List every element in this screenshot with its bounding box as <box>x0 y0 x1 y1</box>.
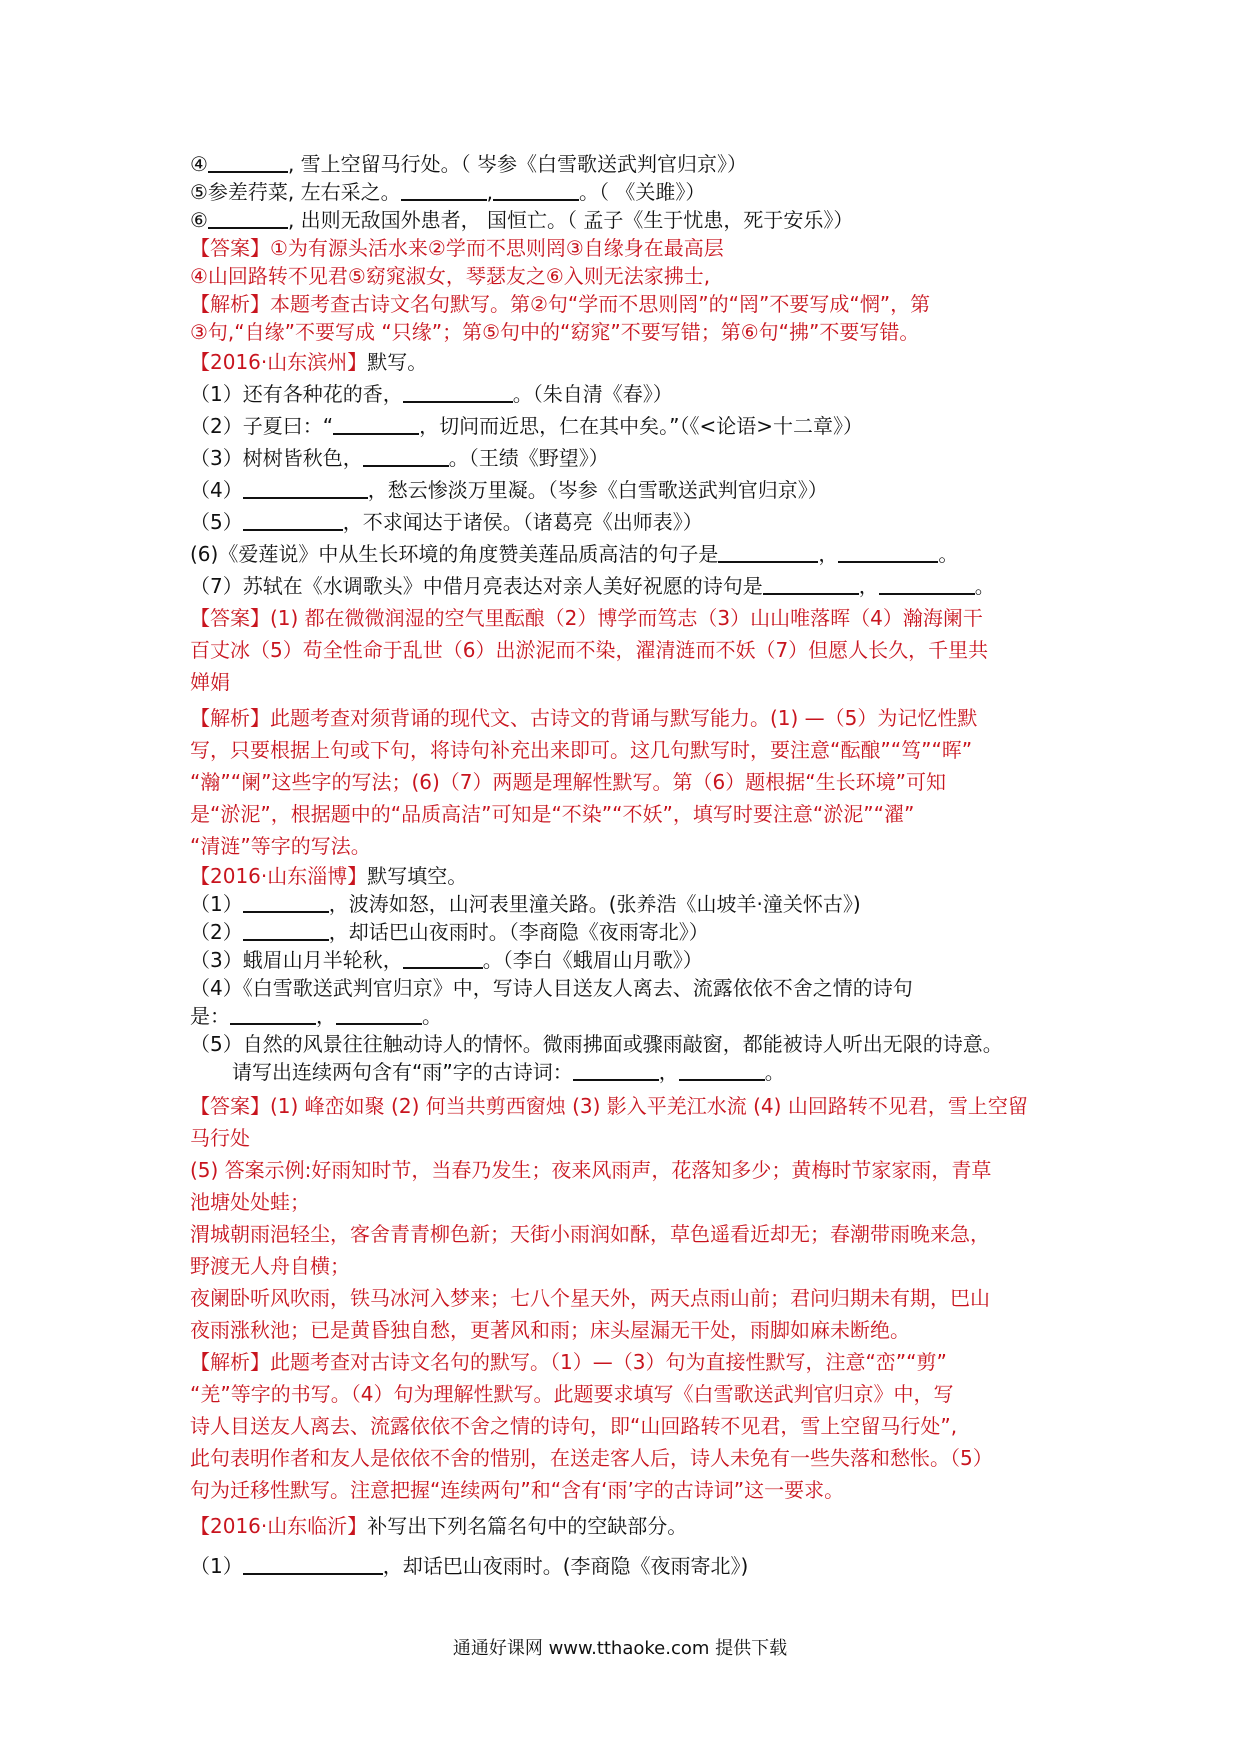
answer-blank[interactable] <box>243 1553 383 1575</box>
analysis-text: “清涟”等字的写法。 <box>190 834 371 858</box>
question-line: （4） ，愁云惨淡万里凝。（岑参《白雪歌送武判官归京》） <box>190 478 828 502</box>
source-tag: 【2016·山东淄博】 <box>190 864 368 888</box>
question-line: （5） ，不求闻达于诸侯。（诸葛亮《出师表》） <box>190 510 703 534</box>
answer-blank[interactable] <box>243 891 329 913</box>
analysis-text: “羌”等字的书写。（4）句为理解性默写。此题要求填写《白雪歌送武判官归京》中，写 <box>190 1382 954 1406</box>
answer-blank[interactable] <box>718 541 818 563</box>
question-line: ④ , 雪上空留马行处。（ 岑参《白雪歌送武判官归京》） <box>190 152 748 176</box>
answer-blank[interactable] <box>493 179 579 201</box>
question-line: 请写出连续两句含有“雨”字的古诗词： ， 。 <box>232 1060 785 1084</box>
answer-blank[interactable] <box>679 1059 765 1081</box>
answer-text: 渭城朝雨浥轻尘，客舍青青柳色新；天街小雨润如酥，草色遥看近却无；春潮带雨晚来急， <box>190 1222 990 1246</box>
source-tag: 【2016·山东滨州】 <box>190 350 368 374</box>
answer-text: 【答案】(1) 都在微微润湿的空气里酝酿（2）博学而笃志（3）山山唯落晖（4）瀚海阑干 <box>190 606 983 630</box>
answer-text: 【答案】(1) 峰峦如聚 (2) 何当共剪西窗烛 (3) 影入平羌江水流 (4) 山回路转不见君，雪上空留 <box>190 1094 1028 1118</box>
answer-blank[interactable] <box>573 1059 659 1081</box>
answer-text: 婵娟 <box>190 670 230 694</box>
question-line: （1）还有各种花的香， 。（朱自清《春》） <box>190 382 673 406</box>
question-line: （7）苏轼在《水调歌头》中借月亮表达对亲人美好祝愿的诗句是 ， 。 <box>190 574 995 598</box>
answer-blank[interactable] <box>336 1003 422 1025</box>
analysis-text: 【解析】此题考查对须背诵的现代文、古诗文的背诵与默写能力。(1) —（5）为记忆性默 <box>190 706 978 730</box>
answer-text: 夜阑卧听风吹雨，铁马冰河入梦来；七八个星天外，两天点雨山前；君问归期未有期，巴山 <box>190 1286 990 1310</box>
answer-blank[interactable] <box>838 541 938 563</box>
question-line: （2） ，却话巴山夜雨时。（李商隐《夜雨寄北》） <box>190 920 709 944</box>
answer-blank[interactable] <box>243 509 343 531</box>
page-footer: 通通好课网 www.tthaoke.com 提供下载 <box>452 1638 788 1659</box>
answer-text: 百丈冰（5）苟全性命于乱世（6）出淤泥而不染，濯清涟而不妖（7）但愿人长久，千里共 <box>190 638 989 662</box>
question-line: （2）子夏曰：“ ，切问而近思，仁在其中矣。”（《<论语>十二章》） <box>190 414 863 438</box>
question-line: （3）蛾眉山月半轮秋， 。（李白《蛾眉山月歌》） <box>190 948 703 972</box>
answer-text: 野渡无人舟自横； <box>190 1254 350 1278</box>
section-heading: 【2016·山东淄博】默写填空。 <box>190 864 468 888</box>
answer-text: 夜雨涨秋池；已是黄昏独自愁，更著风和雨；床头屋漏无干处，雨脚如麻未断绝。 <box>190 1318 910 1342</box>
analysis-text: “瀚”“阑”这些字的写法；(6)（7）两题是理解性默写。第（6）题根据“生长环境”可知 <box>190 770 946 794</box>
question-line: （4）《白雪歌送武判官归京》中，写诗人目送友人离去、流露依依不舍之情的诗句 <box>190 976 913 1000</box>
answer-blank[interactable] <box>243 919 329 941</box>
question-line: ⑥ , 出则无敌国外患者， 国恒亡。（ 孟子《生于忧患，死于安乐》） <box>190 208 854 232</box>
question-line: （1） ，却话巴山夜雨时。(李商隐《夜雨寄北》) <box>190 1554 749 1578</box>
answer-blank[interactable] <box>763 573 859 595</box>
question-line: （5）自然的风景往往触动诗人的情怀。微雨拂面或骤雨敲窗，都能被诗人听出无限的诗意。 <box>190 1032 1003 1056</box>
answer-blank[interactable] <box>208 207 288 229</box>
analysis-text: 是“淤泥”，根据题中的“品质高洁”可知是“不染”“不妖”，填写时要注意“淤泥”“濯” <box>190 802 915 826</box>
analysis-text: ③句,“自缘”不要写成 “只缘”；第⑤句中的“窈窕”不要写错；第⑥句“拂”不要写错。 <box>190 320 920 344</box>
question-line: （3）树树皆秋色， 。（王绩《野望》） <box>190 446 609 470</box>
source-tag: 【2016·山东临沂】 <box>190 1514 368 1538</box>
analysis-text: 【解析】本题考查古诗文名句默写。第②句“学而不思则罔”的“罔”不要写成“惘”，第 <box>190 292 931 316</box>
answer-blank[interactable] <box>363 445 449 467</box>
question-line: (6)《爱莲说》中从生长环境的角度赞美莲品质高洁的句子是 ， 。 <box>190 542 959 566</box>
answer-blank[interactable] <box>243 477 368 499</box>
analysis-text: 此句表明作者和友人是依依不舍的惜别，在送走客人后，诗人未免有一些失落和愁怅。（5） <box>190 1446 993 1470</box>
answer-blank[interactable] <box>403 381 513 403</box>
question-line: （1） ，波涛如怒，山河表里潼关路。(张养浩《山坡羊·潼关怀古》) <box>190 892 861 916</box>
answer-blank[interactable] <box>208 151 288 173</box>
answer-text: (5) 答案示例:好雨知时节，当春乃发生；夜来风雨声，花落知多少；黄梅时节家家雨，青草 <box>190 1158 992 1182</box>
answer-blank[interactable] <box>403 947 483 969</box>
answer-blank[interactable] <box>230 1003 316 1025</box>
section-heading: 【2016·山东滨州】默写。 <box>190 350 428 374</box>
document-body <box>190 150 1060 1582</box>
answer-blank[interactable] <box>401 179 487 201</box>
answer-blank[interactable] <box>333 413 419 435</box>
answer-text: 池塘处处蛙； <box>190 1190 310 1214</box>
question-line: ⑤参差荇菜, 左右采之。 , 。（ 《关雎》） <box>190 180 706 204</box>
analysis-text: 句为迁移性默写。注意把握“连续两句”和“含有‘雨’字的古诗词”这一要求。 <box>190 1478 845 1502</box>
analysis-text: 【解析】此题考查对古诗文名句的默写。（1）—（3）句为直接性默写，注意“峦”“剪” <box>190 1350 947 1374</box>
answer-text: ④山回路转不见君⑤窈窕淑女，琴瑟友之⑥入则无法家拂士, <box>190 264 711 288</box>
question-line: 是： ， 。 <box>190 1004 442 1028</box>
answer-text: 【答案】①为有源头活水来②学而不思则罔③自缘身在最高层 <box>190 236 724 260</box>
section-heading: 【2016·山东临沂】补写出下列名篇名句中的空缺部分。 <box>190 1514 688 1538</box>
analysis-text: 诗人目送友人离去、流露依依不舍之情的诗句，即“山回路转不见君，雪上空留马行处”, <box>190 1414 958 1438</box>
answer-blank[interactable] <box>879 573 975 595</box>
analysis-text: 写，只要根据上句或下句，将诗句补充出来即可。这几句默写时，要注意“酝酿”“笃”“晖” <box>190 738 973 762</box>
answer-text: 马行处 <box>190 1126 250 1150</box>
